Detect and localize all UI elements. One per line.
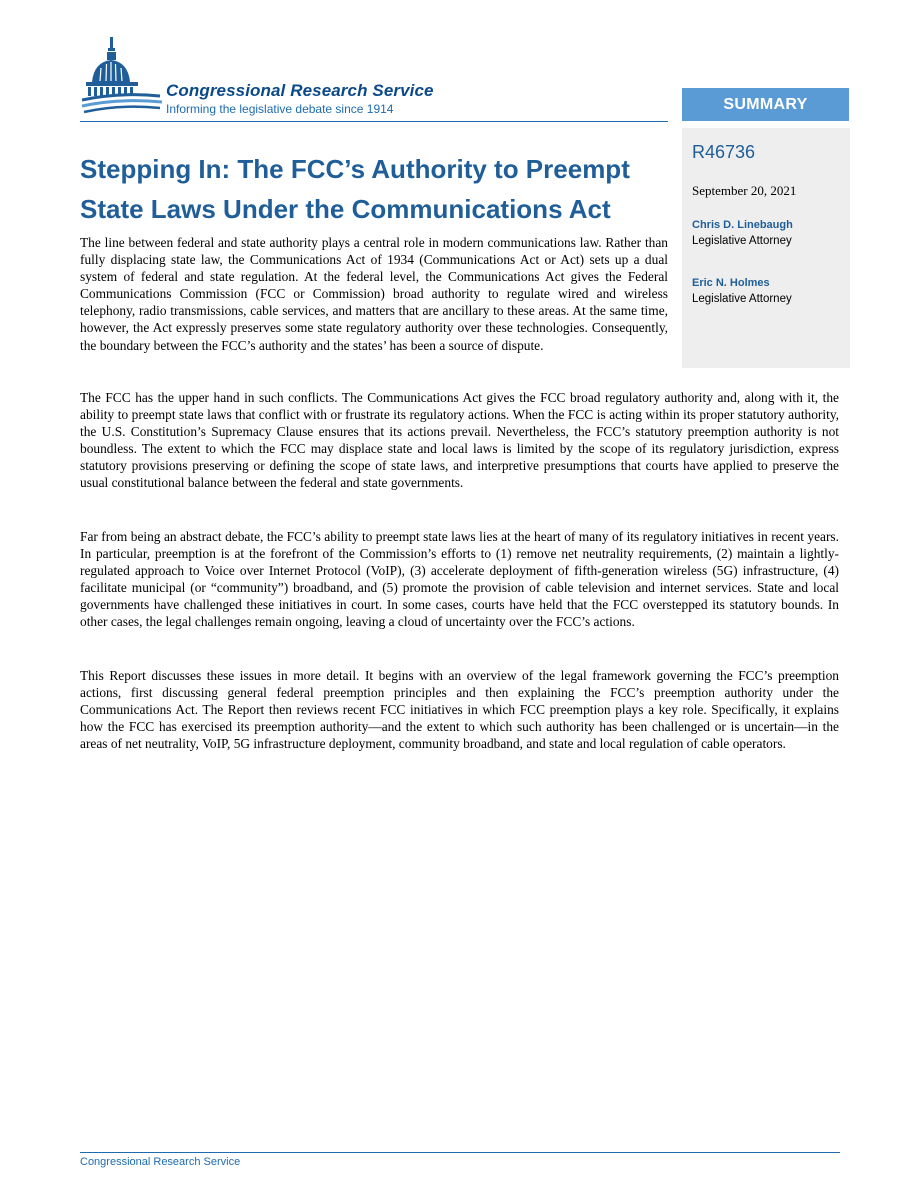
sidebar-panel (682, 128, 850, 368)
author-name: Eric N. Holmes (692, 277, 770, 289)
footer-text: Congressional Research Service (80, 1156, 241, 1168)
author-role: Legislative Attorney (692, 235, 792, 247)
report-number: R46736 (692, 142, 756, 162)
author-role: Legislative Attorney (692, 293, 792, 305)
header-divider (80, 121, 668, 122)
summary-tab: SUMMARY (682, 88, 849, 121)
footer-divider (80, 1152, 840, 1153)
summary-paragraph-2: The FCC has the upper hand in such conflicts. The Communications Act gives the FCC broad regulatory authority and, along with it, the ability to preempt state laws that conflict with or frustrate its regulatory actions. When the FCC is acting within its proper statutory authority, the U.S. Constitution’s Supremacy Clause ensures that its actions prevail. Nevertheless, the FCC’s statutory preemption authority is not boundless. The extent to which the FCC may displace state and local laws is limited by the scope of its regulatory jurisdiction, express statutory provisions preserving or defining the scope of state laws, and interpretive presumptions that courts have applied to preserve the usual constitutional balance between the federal and state governments. (80, 390, 839, 491)
author-name: Chris D. Linebaugh (692, 219, 793, 231)
report-date: September 20, 2021 (692, 183, 797, 198)
report-title: Stepping In: The FCC’s Authority to Preempt State Laws Under the Communications Act (80, 154, 630, 224)
capitol-dome-icon (80, 34, 170, 124)
summary-paragraph-3: Far from being an abstract debate, the FCC’s ability to preempt state laws lies at the heart of many of its regulatory initiatives in recent years. In particular, preemption is at the forefront of the Commission’s efforts to (1) remove net neutrality requirements, (2) maintain a lightly-regulated approach to Voice over Internet Protocol (VoIP), (3) accelerate deployment of fifth-generation wireless (5G) infrastructure, (4) facilitate municipal (or “community”) broadband, and (5) promote the provision of cable television and internet services. State and local governments have challenged these initiatives in court. In some cases, courts have held that the FCC overstepped its statutory bounds. In other cases, the legal challenges remain ongoing, leaving a cloud of uncertainty over the FCC’s actions. (80, 529, 839, 630)
org-name: Congressional Research Service (166, 81, 434, 100)
org-tagline: Informing the legislative debate since 1914 (166, 102, 394, 116)
summary-paragraph-1: The line between federal and state authority plays a central role in modern communications law. Rather than fully displacing state law, the Communications Act of 1934 (Communications Act or Act) sets up a dual system of federal and state regulation. At the federal level, the Communications Act gives the Federal Communications Commission (FCC or Commission) broad authority to regulate wired and wireless telephony, radio transmissions, cable services, and matters that are ancillary to these areas. At the same time, however, the Act expressly preserves some state regulatory authority over these technologies. Consequently, the boundary between the FCC’s authority and the states’ has been a source of dispute. (80, 235, 668, 353)
summary-paragraph-4: This Report discusses these issues in more detail. It begins with an overview of the legal framework governing the FCC’s preemption actions, first discussing general federal preemption principles and then explaining the FCC’s preemption authority under the Communications Act. The Report then reviews recent FCC initiatives in which FCC preemption plays a key role. Specifically, it explains how the FCC has exercised its preemption authority—and the extent to which such authority has been challenged or is uncertain—in the areas of net neutrality, VoIP, 5G infrastructure deployment, community broadband, and state and local regulation of cable operators. (80, 668, 839, 752)
